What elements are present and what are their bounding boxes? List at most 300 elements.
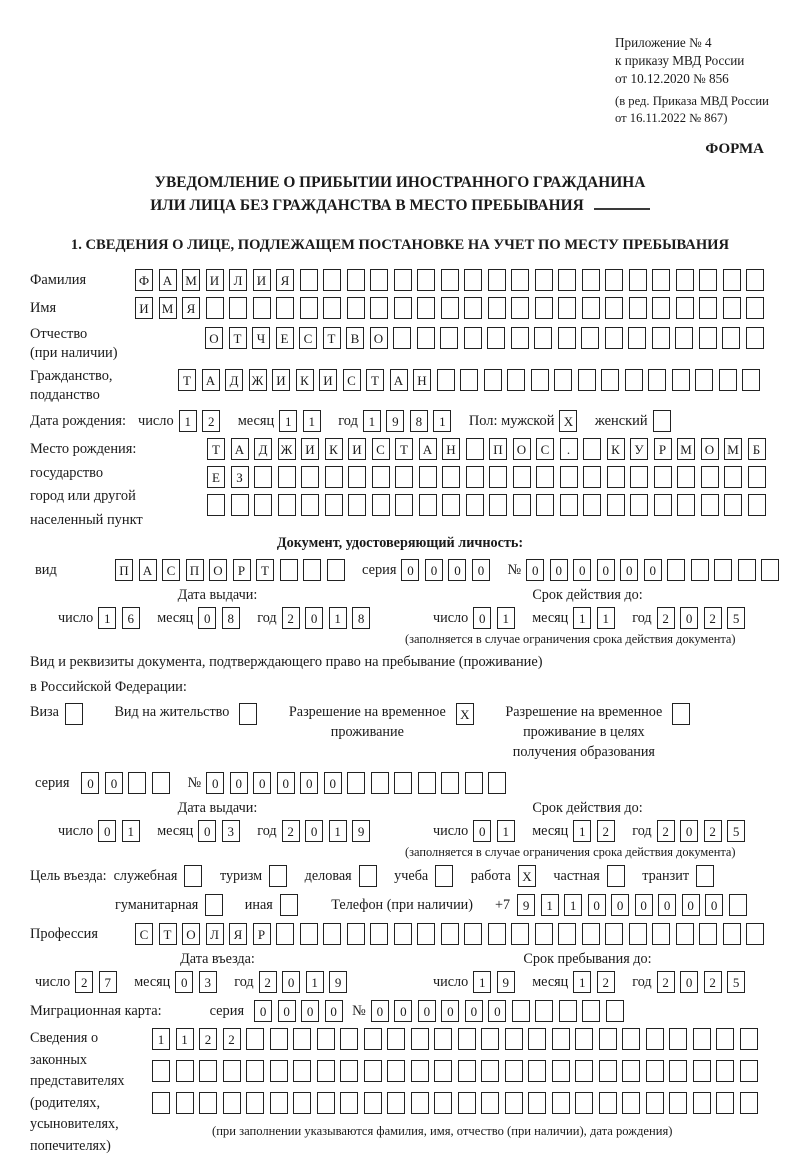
day-label: число xyxy=(35,973,71,990)
form-cell xyxy=(505,1028,523,1050)
form-cell xyxy=(128,772,146,794)
form-cell: 0 xyxy=(81,772,99,794)
residence-doc-intro2: в Российской Федерации: xyxy=(30,679,187,695)
patronymic-cells xyxy=(205,327,769,349)
form-cell xyxy=(347,772,365,794)
form-cell: О xyxy=(205,327,223,349)
profession-cells xyxy=(135,923,770,945)
form-cell xyxy=(199,1092,217,1114)
form-cell xyxy=(370,923,388,945)
form-cell xyxy=(323,297,341,319)
year-label: год xyxy=(257,609,277,626)
form-cell: И xyxy=(135,297,153,319)
form-cell: 0 xyxy=(305,607,323,629)
form-cell xyxy=(676,923,694,945)
form-cell xyxy=(676,269,694,291)
birth-day-cells xyxy=(179,410,226,432)
form-cell: 2 xyxy=(657,607,675,629)
purpose-business-checkbox xyxy=(359,865,383,887)
form-cell: 0 xyxy=(465,1000,483,1022)
form-cell xyxy=(417,923,435,945)
form-cell xyxy=(654,494,672,516)
form-title-line1: УВЕДОМЛЕНИЕ О ПРИБЫТИИ ИНОСТРАННОГО ГРАЖДАНИНА xyxy=(154,174,646,191)
legal-reps-label: Сведения о законных представителях (родителях, усыновителях, попечителях) xyxy=(30,1030,125,1154)
form-cell xyxy=(701,494,719,516)
form-cell: Я xyxy=(276,269,294,291)
form-cell: 9 xyxy=(352,820,370,842)
form-cell: 0 xyxy=(473,607,491,629)
form-cell: 2 xyxy=(657,820,675,842)
form-cell xyxy=(746,297,764,319)
form-cell xyxy=(693,1028,711,1050)
form-cell xyxy=(629,269,647,291)
birth-place-rows xyxy=(207,438,771,522)
form-cell: X xyxy=(518,865,536,887)
form-cell xyxy=(176,1092,194,1114)
doc-issue-month-cells xyxy=(198,607,245,629)
form-cell: 1 xyxy=(597,607,615,629)
form-cell xyxy=(724,466,742,488)
form-cell: Р xyxy=(233,559,251,581)
temp-permit-checkbox xyxy=(456,703,480,725)
stay-until-heading: Срок пребывания до: xyxy=(523,951,652,967)
doc-valid-note: (заполняется в случае ограничения срока действия документа) xyxy=(405,632,736,646)
form-cell xyxy=(317,1092,335,1114)
form-cell xyxy=(395,494,413,516)
form-cell xyxy=(152,772,170,794)
form-cell xyxy=(300,269,318,291)
form-cell xyxy=(552,1092,570,1114)
form-cell xyxy=(293,1092,311,1114)
residence-valid-note: (заполняется в случае ограничения срока действия документа) xyxy=(405,845,736,859)
form-cell xyxy=(325,466,343,488)
form-cell xyxy=(442,494,460,516)
form-cell xyxy=(207,494,225,516)
form-cell xyxy=(605,327,623,349)
month-label: месяц xyxy=(157,822,194,839)
doc-kind-label: вид xyxy=(35,561,57,578)
form-cell: 3 xyxy=(199,971,217,993)
form-cell xyxy=(742,369,760,391)
residence-doc-intro1: Вид и реквизиты документа, подтверждающего право на пребывание (проживание) xyxy=(30,654,543,670)
form-cell xyxy=(340,1060,358,1082)
purpose-other-checkbox xyxy=(280,894,304,916)
form-cell xyxy=(370,269,388,291)
form-cell: 2 xyxy=(223,1028,241,1050)
birth-place-row2 xyxy=(207,466,771,488)
form-cell: Т xyxy=(366,369,384,391)
form-cell xyxy=(575,1060,593,1082)
form-cell: 0 xyxy=(658,894,676,916)
form-cell xyxy=(411,1060,429,1082)
profession-row xyxy=(30,923,770,945)
form-cell xyxy=(441,269,459,291)
form-cell xyxy=(411,1028,429,1050)
form-cell: П xyxy=(489,438,507,460)
form-cell xyxy=(231,494,249,516)
form-cell xyxy=(691,559,709,581)
form-cell xyxy=(723,269,741,291)
form-cell: 0 xyxy=(680,820,698,842)
migration-number-label: № xyxy=(352,1002,366,1019)
form-cell xyxy=(417,297,435,319)
form-cell xyxy=(605,923,623,945)
form-cell xyxy=(677,466,695,488)
form-cell: 0 xyxy=(324,772,342,794)
form-cell: Т xyxy=(256,559,274,581)
form-cell: Е xyxy=(276,327,294,349)
stay-month-cells xyxy=(573,971,620,993)
day-label: число xyxy=(433,973,469,990)
stay-until-col xyxy=(405,951,770,993)
form-cell: 0 xyxy=(705,894,723,916)
option-residence-permit: Вид на жительство xyxy=(114,702,262,725)
form-cell xyxy=(693,1092,711,1114)
form-cell: 2 xyxy=(282,607,300,629)
doc-valid-month-cells xyxy=(573,607,620,629)
form-cell: 5 xyxy=(727,971,745,993)
form-cell xyxy=(488,772,506,794)
day-label: число xyxy=(433,609,469,626)
form-cell: Е xyxy=(207,466,225,488)
migration-series-cells xyxy=(254,1000,348,1022)
form-cell xyxy=(699,327,717,349)
form-cell xyxy=(442,466,460,488)
form-cell xyxy=(505,1060,523,1082)
form-cell: 0 xyxy=(550,559,568,581)
form-cell xyxy=(434,1028,452,1050)
form-cell xyxy=(723,297,741,319)
form-cell xyxy=(669,1028,687,1050)
form-cell: 0 xyxy=(573,559,591,581)
form-cell xyxy=(152,1092,170,1114)
form-title-line2: ИЛИ ЛИЦА БЕЗ ГРАЖДАНСТВА В МЕСТО ПРЕБЫВАНИЯ xyxy=(30,194,770,217)
form-cell: Ж xyxy=(278,438,296,460)
form-cell xyxy=(489,466,507,488)
form-cell: А xyxy=(231,438,249,460)
form-cell xyxy=(394,772,412,794)
form-cell xyxy=(323,923,341,945)
form-cell xyxy=(394,923,412,945)
form-cell: 0 xyxy=(526,559,544,581)
patronymic-row xyxy=(30,325,770,363)
form-cell: 9 xyxy=(517,894,535,916)
form-cell xyxy=(536,494,554,516)
form-cell xyxy=(206,297,224,319)
form-cell xyxy=(648,369,666,391)
form-cell xyxy=(695,369,713,391)
form-cell xyxy=(301,494,319,516)
form-cell xyxy=(558,297,576,319)
form-cell xyxy=(693,1060,711,1082)
form-cell: 0 xyxy=(448,559,466,581)
form-cell xyxy=(696,865,714,887)
form-cell xyxy=(582,269,600,291)
forma-label: ФОРМА xyxy=(705,141,764,157)
form-cell: 0 xyxy=(277,772,295,794)
sex-label: Пол: мужской xyxy=(468,412,555,429)
edu-permit-checkbox xyxy=(672,703,696,725)
form-cell xyxy=(513,494,531,516)
birth-date-row xyxy=(30,410,770,432)
form-cell: 0 xyxy=(620,559,638,581)
form-cell xyxy=(278,466,296,488)
form-cell: З xyxy=(231,466,249,488)
year-label: год xyxy=(632,609,652,626)
form-cell: С xyxy=(135,923,153,945)
doc-kind-cells xyxy=(115,559,350,581)
residence-valid-date xyxy=(405,820,770,842)
form-cell xyxy=(513,466,531,488)
form-cell: 0 xyxy=(635,894,653,916)
surname-row xyxy=(30,269,770,291)
form-cell xyxy=(652,923,670,945)
form-cell: 1 xyxy=(541,894,559,916)
form-cell: 0 xyxy=(371,1000,389,1022)
form-cell: 0 xyxy=(305,820,323,842)
form-cell xyxy=(722,327,740,349)
form-cell: 0 xyxy=(611,894,629,916)
header-line: к приказу МВД России xyxy=(615,53,745,68)
form-cell: Т xyxy=(395,438,413,460)
day-label: число xyxy=(433,822,469,839)
year-label: год xyxy=(632,822,652,839)
form-cell: 0 xyxy=(418,1000,436,1022)
form-cell xyxy=(528,1092,546,1114)
form-cell: Т xyxy=(178,369,196,391)
form-cell xyxy=(488,923,506,945)
form-cell: 1 xyxy=(176,1028,194,1050)
form-cell: И xyxy=(301,438,319,460)
form-cell xyxy=(246,1060,264,1082)
form-cell xyxy=(280,894,298,916)
form-cell: 1 xyxy=(329,820,347,842)
stay-until-date xyxy=(405,971,770,993)
form-cell xyxy=(417,269,435,291)
form-cell xyxy=(325,494,343,516)
form-cell xyxy=(301,466,319,488)
form-cell: А xyxy=(390,369,408,391)
form-cell: 2 xyxy=(199,1028,217,1050)
form-cell xyxy=(270,1092,288,1114)
form-cell xyxy=(419,494,437,516)
legal-reps-row2 xyxy=(152,1060,763,1082)
form-cell xyxy=(348,466,366,488)
form-cell xyxy=(488,297,506,319)
residence-valid-day-cells xyxy=(473,820,520,842)
form-cell: Д xyxy=(225,369,243,391)
form-cell xyxy=(606,1000,624,1022)
form-cell: 0 xyxy=(597,559,615,581)
form-cell xyxy=(630,466,648,488)
form-cell xyxy=(558,327,576,349)
form-cell: С xyxy=(343,369,361,391)
form-cell xyxy=(317,1060,335,1082)
form-cell xyxy=(276,297,294,319)
form-cell: X xyxy=(559,410,577,432)
form-cell: 0 xyxy=(254,1000,272,1022)
form-cell xyxy=(716,1028,734,1050)
form-cell xyxy=(466,466,484,488)
form-cell: О xyxy=(370,327,388,349)
form-cell xyxy=(387,1092,405,1114)
form-cell xyxy=(254,494,272,516)
form-cell: Ч xyxy=(252,327,270,349)
form-cell: 0 xyxy=(588,894,606,916)
form-cell: 9 xyxy=(497,971,515,993)
header-reference xyxy=(615,34,770,88)
doc-issue-day-cells xyxy=(98,607,145,629)
month-label: месяц xyxy=(532,609,569,626)
form-cell: К xyxy=(607,438,625,460)
form-cell: И xyxy=(206,269,224,291)
form-cell: А xyxy=(139,559,157,581)
doc-issue-year-cells xyxy=(282,607,376,629)
form-cell: Д xyxy=(254,438,272,460)
form-cell xyxy=(582,1000,600,1022)
doc-valid-date xyxy=(405,607,770,629)
form-cell: 0 xyxy=(105,772,123,794)
form-cell: С xyxy=(299,327,317,349)
form-cell xyxy=(364,1028,382,1050)
visa-checkbox xyxy=(65,703,89,725)
title-blank-line xyxy=(594,195,650,210)
doc-valid-year-cells xyxy=(657,607,751,629)
form-cell: С xyxy=(536,438,554,460)
form-cell xyxy=(669,1092,687,1114)
form-cell xyxy=(581,327,599,349)
form-cell: 0 xyxy=(278,1000,296,1022)
purpose-humanitarian-checkbox xyxy=(205,894,229,916)
form-cell xyxy=(552,1028,570,1050)
month-label: месяц xyxy=(532,973,569,990)
doc-number-cells xyxy=(526,559,785,581)
doc-issue-col xyxy=(30,587,405,647)
form-cell xyxy=(599,1092,617,1114)
year-label: год xyxy=(338,412,358,429)
doc-valid-day-cells xyxy=(473,607,520,629)
form-cell xyxy=(223,1092,241,1114)
month-label: месяц xyxy=(237,412,275,429)
form-cell xyxy=(582,297,600,319)
form-cell: 2 xyxy=(259,971,277,993)
birth-place-block xyxy=(30,438,770,532)
form-cell: 0 xyxy=(680,971,698,993)
form-cell xyxy=(364,1092,382,1114)
form-cell xyxy=(253,297,271,319)
form-cell xyxy=(724,494,742,516)
form-cell: Р xyxy=(654,438,672,460)
form-cell xyxy=(411,1092,429,1114)
form-cell xyxy=(675,327,693,349)
form-cell xyxy=(300,923,318,945)
form-cell: 0 xyxy=(98,820,116,842)
form-cell xyxy=(511,923,529,945)
form-cell: Т xyxy=(207,438,225,460)
form-cell xyxy=(558,269,576,291)
form-cell xyxy=(239,703,257,725)
month-label: месяц xyxy=(157,609,194,626)
purpose-work-checkbox xyxy=(518,865,542,887)
form-cell: О xyxy=(209,559,227,581)
option-visa: Виза xyxy=(30,702,88,725)
form-cell xyxy=(458,1060,476,1082)
form-cell xyxy=(441,772,459,794)
entry-purpose-row2: гуманитарная иная Телефон (при наличии) +7 9 1 1 0 0 0 0 0 0 xyxy=(30,894,770,916)
form-cell: О xyxy=(513,438,531,460)
form-cell: 5 xyxy=(727,607,745,629)
form-title xyxy=(30,171,770,217)
form-cell xyxy=(652,327,670,349)
form-cell: 1 xyxy=(152,1028,170,1050)
form-cell xyxy=(484,369,502,391)
form-cell xyxy=(199,1060,217,1082)
form-cell xyxy=(246,1092,264,1114)
citizenship-row xyxy=(30,367,770,405)
form-cell: 5 xyxy=(727,820,745,842)
form-cell xyxy=(359,865,377,887)
stay-year-cells xyxy=(657,971,751,993)
form-cell: Л xyxy=(229,269,247,291)
residence-doc-options xyxy=(30,702,770,762)
purpose-tourism-checkbox xyxy=(269,865,293,887)
form-cell xyxy=(481,1092,499,1114)
form-cell: 2 xyxy=(704,820,722,842)
form-cell xyxy=(628,327,646,349)
form-cell xyxy=(278,494,296,516)
form-cell xyxy=(327,559,345,581)
form-cell: 8 xyxy=(410,410,428,432)
form-cell: Н xyxy=(413,369,431,391)
form-cell xyxy=(667,559,685,581)
patronymic-label: Отчество (при наличии) xyxy=(30,326,118,361)
form-cell xyxy=(558,923,576,945)
form-cell: 1 xyxy=(303,410,321,432)
residence-doc-series-row xyxy=(30,772,770,794)
form-cell: П xyxy=(115,559,133,581)
form-cell xyxy=(434,1060,452,1082)
doc-issue-date xyxy=(30,607,405,629)
form-cell xyxy=(583,494,601,516)
form-cell: Т xyxy=(323,327,341,349)
option-edu-permit: Разрешение на временное проживание в целях получения образования xyxy=(505,702,695,762)
form-cell: 2 xyxy=(704,607,722,629)
form-cell xyxy=(646,1060,664,1082)
purpose-study-checkbox xyxy=(435,865,459,887)
form-cell xyxy=(583,466,601,488)
surname-label: Фамилия xyxy=(30,271,87,288)
form-cell xyxy=(276,923,294,945)
form-cell: И xyxy=(348,438,366,460)
header-line: от 16.11.2022 № 867) xyxy=(615,111,728,125)
form-cell: С xyxy=(162,559,180,581)
residence-issue-month-cells xyxy=(198,820,245,842)
form-cell xyxy=(607,466,625,488)
form-cell: 1 xyxy=(573,820,591,842)
header-line: (в ред. Приказа МВД России xyxy=(615,94,769,108)
form-cell xyxy=(458,1092,476,1114)
form-cell: С xyxy=(372,438,390,460)
form-cell xyxy=(740,1060,758,1082)
given-name-row xyxy=(30,297,770,319)
form-cell xyxy=(716,1060,734,1082)
form-cell xyxy=(622,1092,640,1114)
form-cell: О xyxy=(182,923,200,945)
form-cell xyxy=(625,369,643,391)
residence-series-cells xyxy=(81,772,175,794)
form-cell xyxy=(487,327,505,349)
form-cell xyxy=(394,297,412,319)
